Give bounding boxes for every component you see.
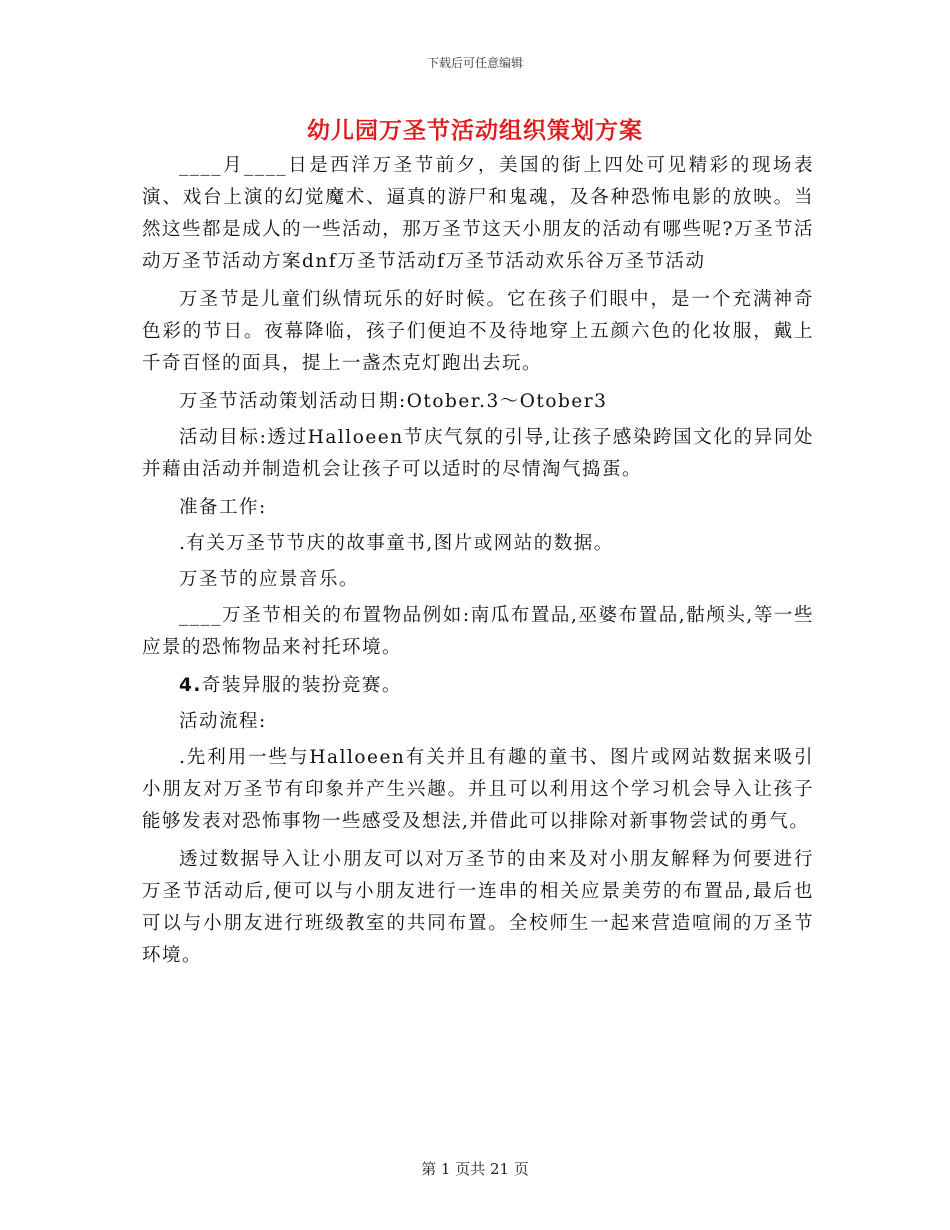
paragraph-prep-item-music: 万圣节的应景音乐。 <box>179 569 360 590</box>
page-footer: 第 1 页共 21 页 <box>421 1160 529 1178</box>
paragraph-prep-item-costume <box>142 670 814 702</box>
paragraph-prep-item-books: .有关万圣节节庆的故事童书,图片或网站的数据。 <box>179 533 614 554</box>
item-number: 4. <box>179 675 202 696</box>
paragraph-prep-item-decor: ____万圣节相关的布置物品例如:南瓜布置品,巫婆布置品,骷颅头,等一些应景的恐怖物品来衬托环境。 <box>142 605 814 658</box>
paragraph-goal: 活动目标:透过Halloeen节庆气氛的引导,让孩子感染跨国文化的异同处并藉由活动并制造机会让孩子可以适时的尽情淘气捣蛋。 <box>142 427 814 480</box>
paragraph-process-heading: 活动流程: <box>179 711 267 732</box>
document-title: 幼儿园万圣节活动组织策划方案 <box>307 117 643 144</box>
paragraph-description: 万圣节是儿童们纵情玩乐的好时候。它在孩子们眼中，是一个充满神奇色彩的节日。夜幕降临，孩子们便迫不及待地穿上五颜六色的化妆服，戴上千奇百怪的面具，提上一盏杰克灯跑出去玩。 <box>142 289 814 374</box>
paragraph-preparation-heading: 准备工作: <box>179 497 267 518</box>
item-text: 奇装异服的装扮竞赛。 <box>201 675 402 696</box>
paragraph-date: 万圣节活动策划活动日期:Otober.3～Otober3 <box>179 391 608 412</box>
document-body <box>142 150 814 978</box>
paragraph-process-step-2: 透过数据导入让小朋友可以对万圣节的由来及对小朋友解释为何要进行万圣节活动后,便可以与小朋友进行一连串的相关应景美劳的布置品,最后也可以与小朋友进行班级教室的共同布置。全校师生一起来营造喧闹的万圣节环境。 <box>142 849 814 966</box>
paragraph-intro: ____月____日是西洋万圣节前夕，美国的街上四处可见精彩的现场表演、戏台上演的幻觉魔术、逼真的游尸和鬼魂，及各种恐怖电影的放映。当然这些都是成人的一些活动，那万圣节这天小朋友的活动有哪些呢?万圣节活动万圣节活动方案dnf万圣节活动f万圣节活动欢乐谷万圣节活动 <box>142 155 814 272</box>
paragraph-process-step-1: .先利用一些与Halloeen有关并且有趣的童书、图片或网站数据来吸引小朋友对万圣节有印象并产生兴趣。并且可以利用这个学习机会导入让孩子能够发表对恐怖事物一些感受及想法,并借此可以排除对新事物尝试的勇气。 <box>142 747 814 832</box>
header-note: 下载后可任意编辑 <box>426 56 523 70</box>
